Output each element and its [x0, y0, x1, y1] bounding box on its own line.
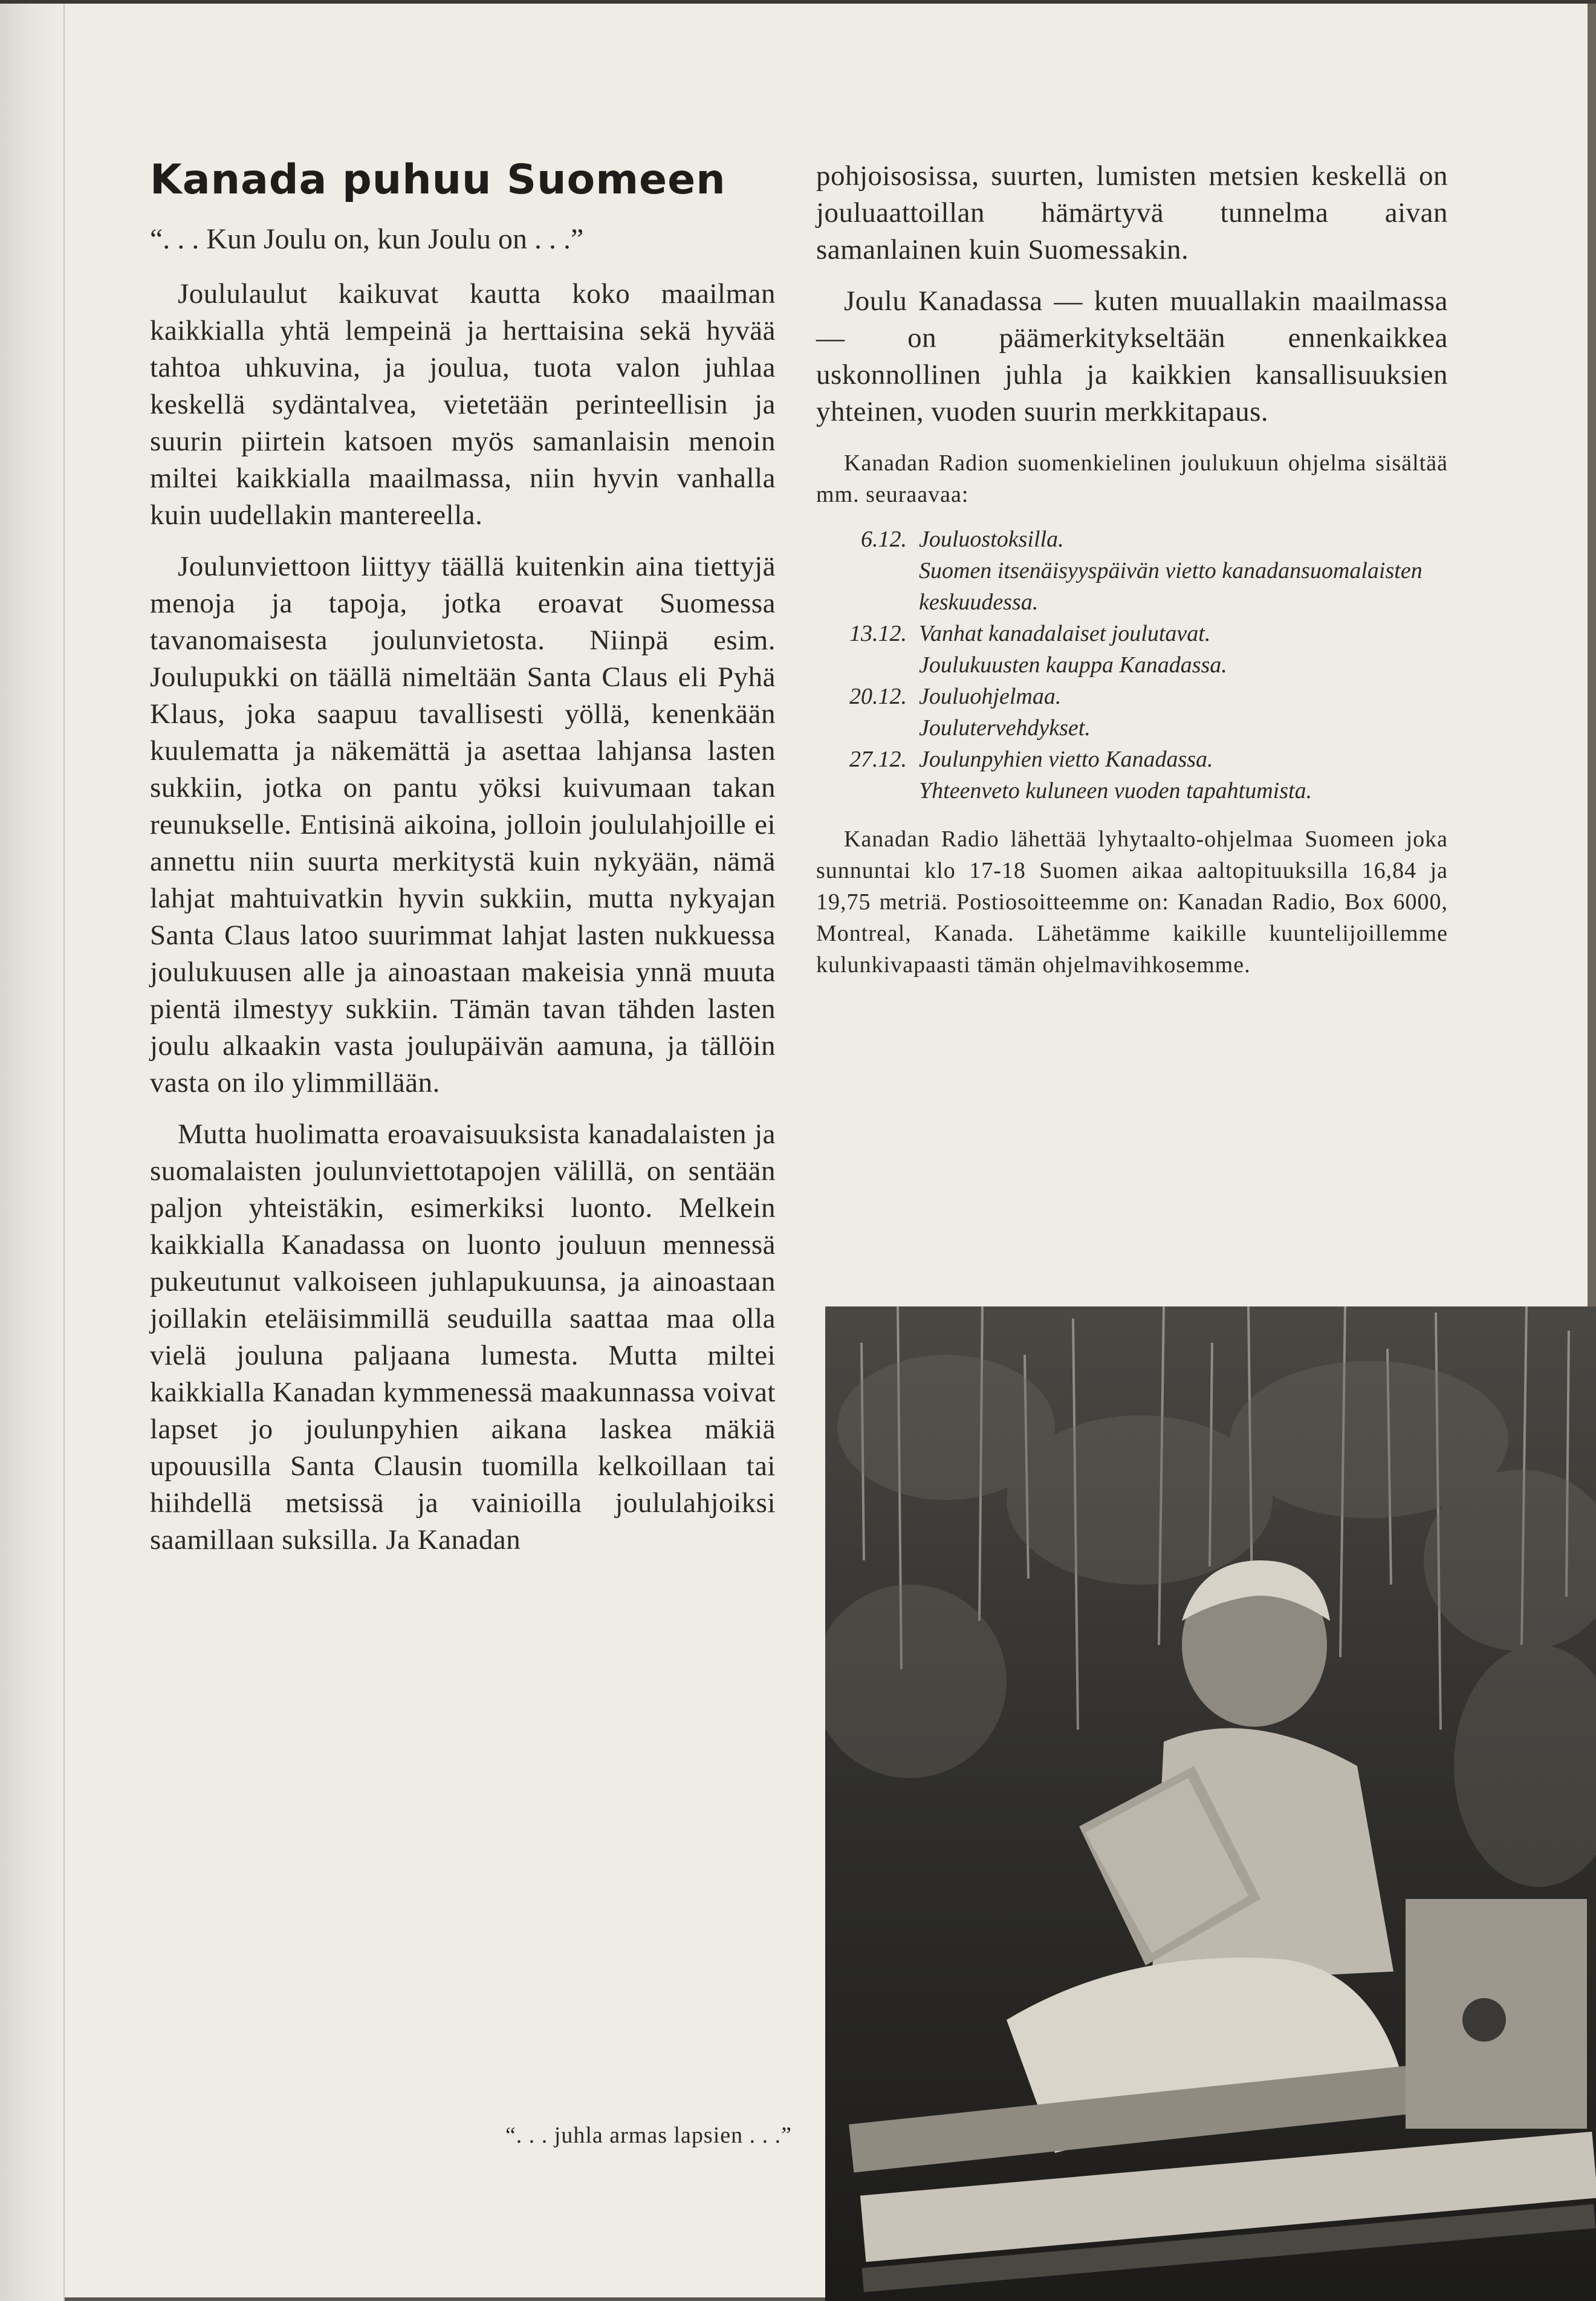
program-row	[816, 618, 1448, 681]
program-date: 20.12.	[849, 684, 907, 709]
program-item: Jouluohjelmaa.	[919, 684, 1062, 709]
program-date: 27.12.	[849, 747, 907, 772]
program-date: 6.12.	[861, 527, 907, 552]
broadcast-note: Kanadan Radio lähettää lyhytaalto-ohjelmaa Suomeen joka sunnuntai klo 17-18 Suomen aikaa aaltopituuksilla 16,84 ja 19,75 metriä. Postiosoitteemme on: Kanadan Radio, Box 6000, Montreal, Kanada. Lähetämme kaikille kuuntelijoillemme kulunkivapaasti tämän ohjelmavihkosemme.	[816, 826, 1448, 978]
program-row	[816, 524, 1448, 618]
program-row	[816, 681, 1448, 744]
right-paragraph-1: pohjoisosissa, suurten, lumisten metsien keskellä on jouluaattoillan hämärtyvä tunnelma aivan samanlainen kuin Suomessakin.	[816, 160, 1448, 265]
right-column	[816, 158, 1448, 994]
photo-illustration	[825, 1306, 1596, 2301]
program-item: Joulukuusten kauppa Kanadassa.	[919, 652, 1227, 678]
left-paragraph-2: Joulunviettoon liittyy täällä kuitenkin aina tiettyjä menoja ja tapoja, jotka eroavat Suomessa tavanomaisesta joulunvietosta. Niinpä esim. Joulupukki on täällä nimeltään Santa Claus eli Pyhä Klaus, joka saapuu tavallisesti yöllä, kenenkään kuulematta ja näkemättä ja asettaa lahjansa lasten sukkiin, jotka on pantu yöksi kuivumaan takan reunukselle. Entisinä aikoina, jolloin joululahjoille ei annettu niin suurta merkitystä kuin nykyään, nämä lahjat mahtuivatkin hyvin sukkiin, mutta nykyajan Santa Claus latoo suurimmat lahjat lasten nukkuessa joulukuusen alle ja ainoastaan makeisia ynnä muuta pientä ilmestyy sukkiin. Tämän tavan tähden lasten joulu alkaakin vasta joulupäivän aamuna, ja tällöin vasta on ilo ylimmillään.	[150, 550, 776, 1099]
opening-quote: “. . . Kun Joulu on, kun Joulu on . . .”	[150, 222, 584, 255]
program-list	[816, 524, 1448, 806]
program-row	[816, 744, 1448, 806]
program-item: Yhteenveto kuluneen vuoden tapahtumista.	[919, 778, 1312, 803]
program-item: Vanhat kanadalaiset joulutavat.	[919, 621, 1211, 646]
program-item: Suomen itsenäisyyspäivän vietto kanadansuomalaisten keskuudessa.	[919, 558, 1422, 615]
program-item: Joulunpyhien vietto Kanadassa.	[919, 747, 1213, 772]
photo-caption: “. . . juhla armas lapsien . . .”	[505, 2123, 792, 2148]
program-date: 13.12.	[849, 621, 907, 646]
left-paragraph-1: Joululaulut kaikuvat kautta koko maailman kaikkialla yhtä lempeinä ja herttaisina sekä hyvää tahtoa uhkuvina, ja joulua, tuota valon juhlaa keskellä sydäntalvea, vietetään perinteellisin ja suurin piirtein katsoen myös samanlaisin menoin miltei kaikkialla maailmassa, niin hyvin vanhalla kuin uudellakin mantereella.	[150, 277, 776, 531]
program-item: Jouluostoksilla.	[919, 527, 1064, 552]
program-item: Joulutervehdykset.	[919, 715, 1091, 741]
article-title: Kanada puhuu Suomeen	[150, 156, 726, 204]
right-paragraph-2: Joulu Kanadassa — kuten muuallakin maailmassa — on päämerkitykseltään ennenkaikkea uskonnollinen juhla ja kaikkien kansallisuuksien yhteinen, vuoden suurin merkkitapaus.	[816, 285, 1448, 427]
program-intro: Kanadan Radion suomenkielinen joulukuun ohjelma sisältää mm. seuraavaa:	[816, 450, 1448, 507]
left-column	[150, 158, 776, 1573]
page-gutter	[0, 4, 65, 2301]
left-paragraph-3: Mutta huolimatta eroavaisuuksista kanadalaisten ja suomalaisten joulunviettotapojen välillä, on sentään paljon yhteistäkin, esimerkiksi luonto. Melkein kaikkialla Kanadassa on luonto jouluun mennessä pukeutunut valkoiseen juhlapukuunsa, ja ainoastaan joillakin eteläisimmillä seuduilla saattaa maa olla vielä jouluna paljaana lumesta. Mutta miltei kaikkialla Kanadan kymmenessä maakunnassa voivat lapset jo joulunpyhien aikana laskea mäkiä upouusilla Santa Clausin tuomilla kelkoillaan tai hiihdellä metsissä ja vainioilla joululahjoiksi saamillaan suksilla. Ja Kanadan	[150, 1118, 776, 1556]
photo-child-reading-in-sled	[825, 1306, 1596, 2301]
